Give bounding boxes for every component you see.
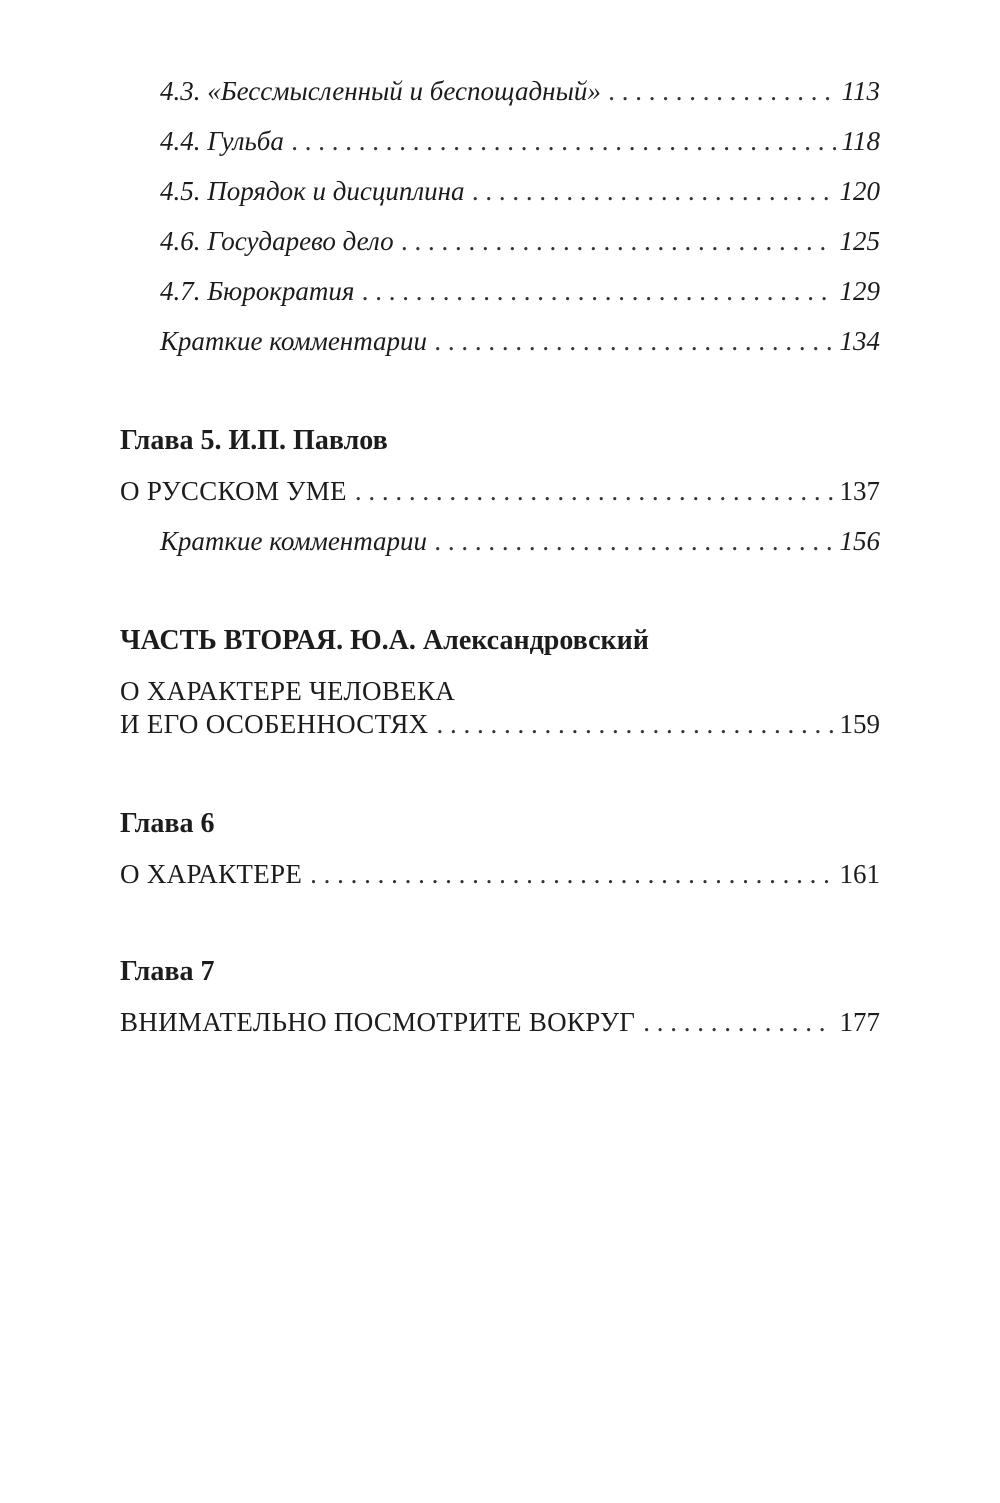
toc-entry-page: 129 bbox=[839, 276, 880, 306]
leader-dots bbox=[435, 524, 833, 558]
toc-entry-page: 177 bbox=[839, 1007, 880, 1037]
toc-entry-4-7[interactable] bbox=[160, 274, 880, 308]
toc-entry-chapter6[interactable] bbox=[120, 857, 880, 891]
toc-entry-title: И ЕГО ОСОБЕННОСТЯХ bbox=[120, 709, 429, 739]
toc-entry-title: 4.7. Бюрократия bbox=[160, 276, 355, 306]
leader-dots bbox=[473, 174, 834, 208]
leader-dots bbox=[362, 274, 833, 308]
leader-dots bbox=[643, 1005, 833, 1039]
toc-entry-4-4[interactable] bbox=[160, 124, 880, 158]
toc-entry-4-3[interactable] bbox=[160, 74, 880, 108]
toc-entry-4-5[interactable] bbox=[160, 174, 880, 208]
toc-entry-part2[interactable] bbox=[120, 707, 880, 741]
toc-entry-page: 159 bbox=[839, 709, 880, 739]
chapter7-heading: Глава 7 bbox=[120, 956, 215, 987]
leader-dots bbox=[310, 857, 833, 891]
toc-entry-page: 134 bbox=[839, 326, 880, 356]
toc-entry-chapter5-comments[interactable] bbox=[160, 524, 880, 558]
toc-entry-page: 161 bbox=[839, 859, 880, 889]
toc-entry-title: 4.6. Государево дело bbox=[160, 226, 394, 256]
leader-dots bbox=[435, 324, 833, 358]
toc-entry-4-6[interactable] bbox=[160, 224, 880, 258]
toc-entry-section4-comments[interactable] bbox=[160, 324, 880, 358]
toc-entry-title: Краткие комментарии bbox=[160, 326, 428, 356]
part2-entry-line1[interactable]: О ХАРАКТЕРЕ ЧЕЛОВЕКА bbox=[120, 676, 456, 706]
toc-entry-title: О РУССКОМ УМЕ bbox=[120, 476, 347, 506]
toc-entry-title: Краткие комментарии bbox=[160, 526, 428, 556]
toc-entry-title: О ХАРАКТЕРЕ bbox=[120, 859, 303, 889]
toc-entry-page: 156 bbox=[839, 526, 880, 556]
toc-entry-page: 118 bbox=[841, 126, 880, 156]
toc-entry-page: 120 bbox=[839, 176, 880, 206]
leader-dots bbox=[292, 124, 836, 158]
leader-dots bbox=[355, 474, 834, 508]
toc-entry-page: 137 bbox=[839, 476, 880, 506]
toc-entry-page: 113 bbox=[841, 76, 880, 106]
toc-entry-title: ВНИМАТЕЛЬНО ПОСМОТРИТЕ ВОКРУГ bbox=[120, 1007, 636, 1037]
toc-entry-title: 4.4. Гульба bbox=[160, 126, 284, 156]
toc-entry-title: 4.3. «Бессмысленный и беспощадный» bbox=[160, 76, 601, 106]
chapter5-heading: Глава 5. И.П. Павлов bbox=[120, 425, 388, 456]
toc-entry-title: 4.5. Порядок и дисциплина bbox=[160, 176, 465, 206]
toc-entry-chapter5[interactable] bbox=[120, 474, 880, 508]
leader-dots bbox=[609, 74, 836, 108]
leader-dots bbox=[402, 224, 834, 258]
leader-dots bbox=[436, 707, 833, 741]
chapter6-heading: Глава 6 bbox=[120, 808, 215, 839]
toc-entry-chapter7[interactable] bbox=[120, 1005, 880, 1039]
toc-entry-page: 125 bbox=[839, 226, 880, 256]
part2-heading: ЧАСТЬ ВТОРАЯ. Ю.А. Александровский bbox=[120, 625, 649, 656]
